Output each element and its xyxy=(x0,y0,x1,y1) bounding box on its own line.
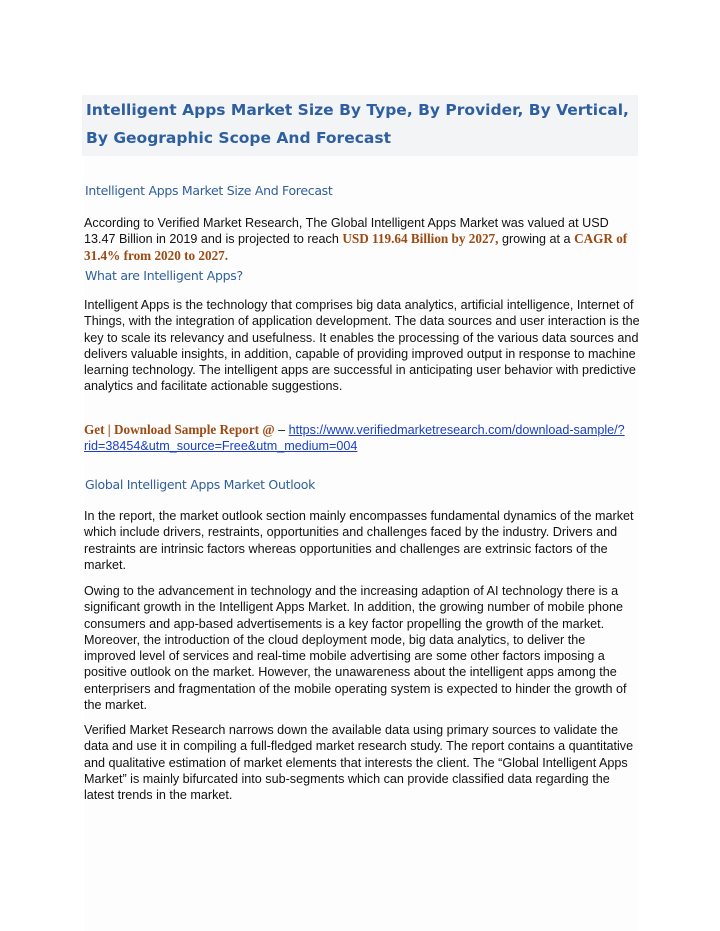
what-are-paragraph: Intelligent Apps is the technology that comprises big data analytics, artificial intelligence, Internet of Things, with the integration of application development. The data sources and user interaction is the key to scale its relevancy and usefulness. It enables the processing of the various data sources and delivers valuable insights, in addition, capable of providing improved output in response to machine learning technology. The intelligent apps are successful in anticipating user behavior with predictive analytics and facilitate actionable suggestions. xyxy=(84,298,640,394)
outlook-paragraph-1: In the report, the market outlook section mainly encompasses fundamental dynamics of the market which include drivers, restraints, opportunities and challenges faced by the industry. Drivers and restraints are intrinsic factors whereas opportunities and challenges are extrinsic factors of the market. xyxy=(84,509,634,572)
sample-report-link[interactable]: https://www.verifiedmarketresearch.com/download-sample/?rid=38454&utm_source=Free&utm_medium=004 xyxy=(84,423,625,454)
market-size-text-b: growing at a xyxy=(498,232,575,247)
section-heading-what-are: What are Intelligent Apps? xyxy=(85,268,243,283)
page-title: Intelligent Apps Market Size By Type, By Provider, By Vertical, By Geographic Scope And Forecast xyxy=(86,101,629,147)
sample-report-dash: – xyxy=(274,423,289,437)
market-size-text-a: According to Verified Market Research, The Global Intelligent Apps Market was valued at USD 13.47 Billion in 2019 and is projected to reach xyxy=(84,216,609,247)
section-heading-outlook: Global Intelligent Apps Market Outlook xyxy=(85,477,316,492)
highlight-cagr: CAGR of 31.4% from 2020 to 2027. xyxy=(84,231,628,263)
outlook-paragraph-3: Verified Market Research narrows down the available data using primary sources to validate the data and use it in compiling a full-fledged market research study. The report contains a quantitative and qualitative estimation of market elements that interests the client. The “Global Intelligent Apps Market” is mainly bifurcated into sub-segments which can provide classified data regarding the latest trends in the market. xyxy=(84,723,634,803)
section-heading-market-size: Intelligent Apps Market Size And Forecast xyxy=(85,183,333,198)
highlight-value: USD 119.64 Billion by 2027, xyxy=(342,231,499,247)
outlook-paragraph-2: Owing to the advancement in technology and the increasing adaption of AI technology there is a significant growth in the Intelligent Apps Market. In addition, the growing number of mobile phone consumers and app-based advertisements is a key factor propelling the growth of the market. Moreover, the introduction of the cloud deployment mode, big data analytics, to deliver the improved level of services and real-time mobile advertising are some other factors imposing a positive outlook on the market. However, the unawareness about the intelligent apps among the enterprisers and fragmentation of the mobile operating system is expected to hinder the growth of the market. xyxy=(84,584,627,713)
sample-report-line xyxy=(84,422,640,455)
market-size-paragraph xyxy=(84,215,640,264)
sample-report-label: Get | Download Sample Report @ xyxy=(84,422,275,437)
